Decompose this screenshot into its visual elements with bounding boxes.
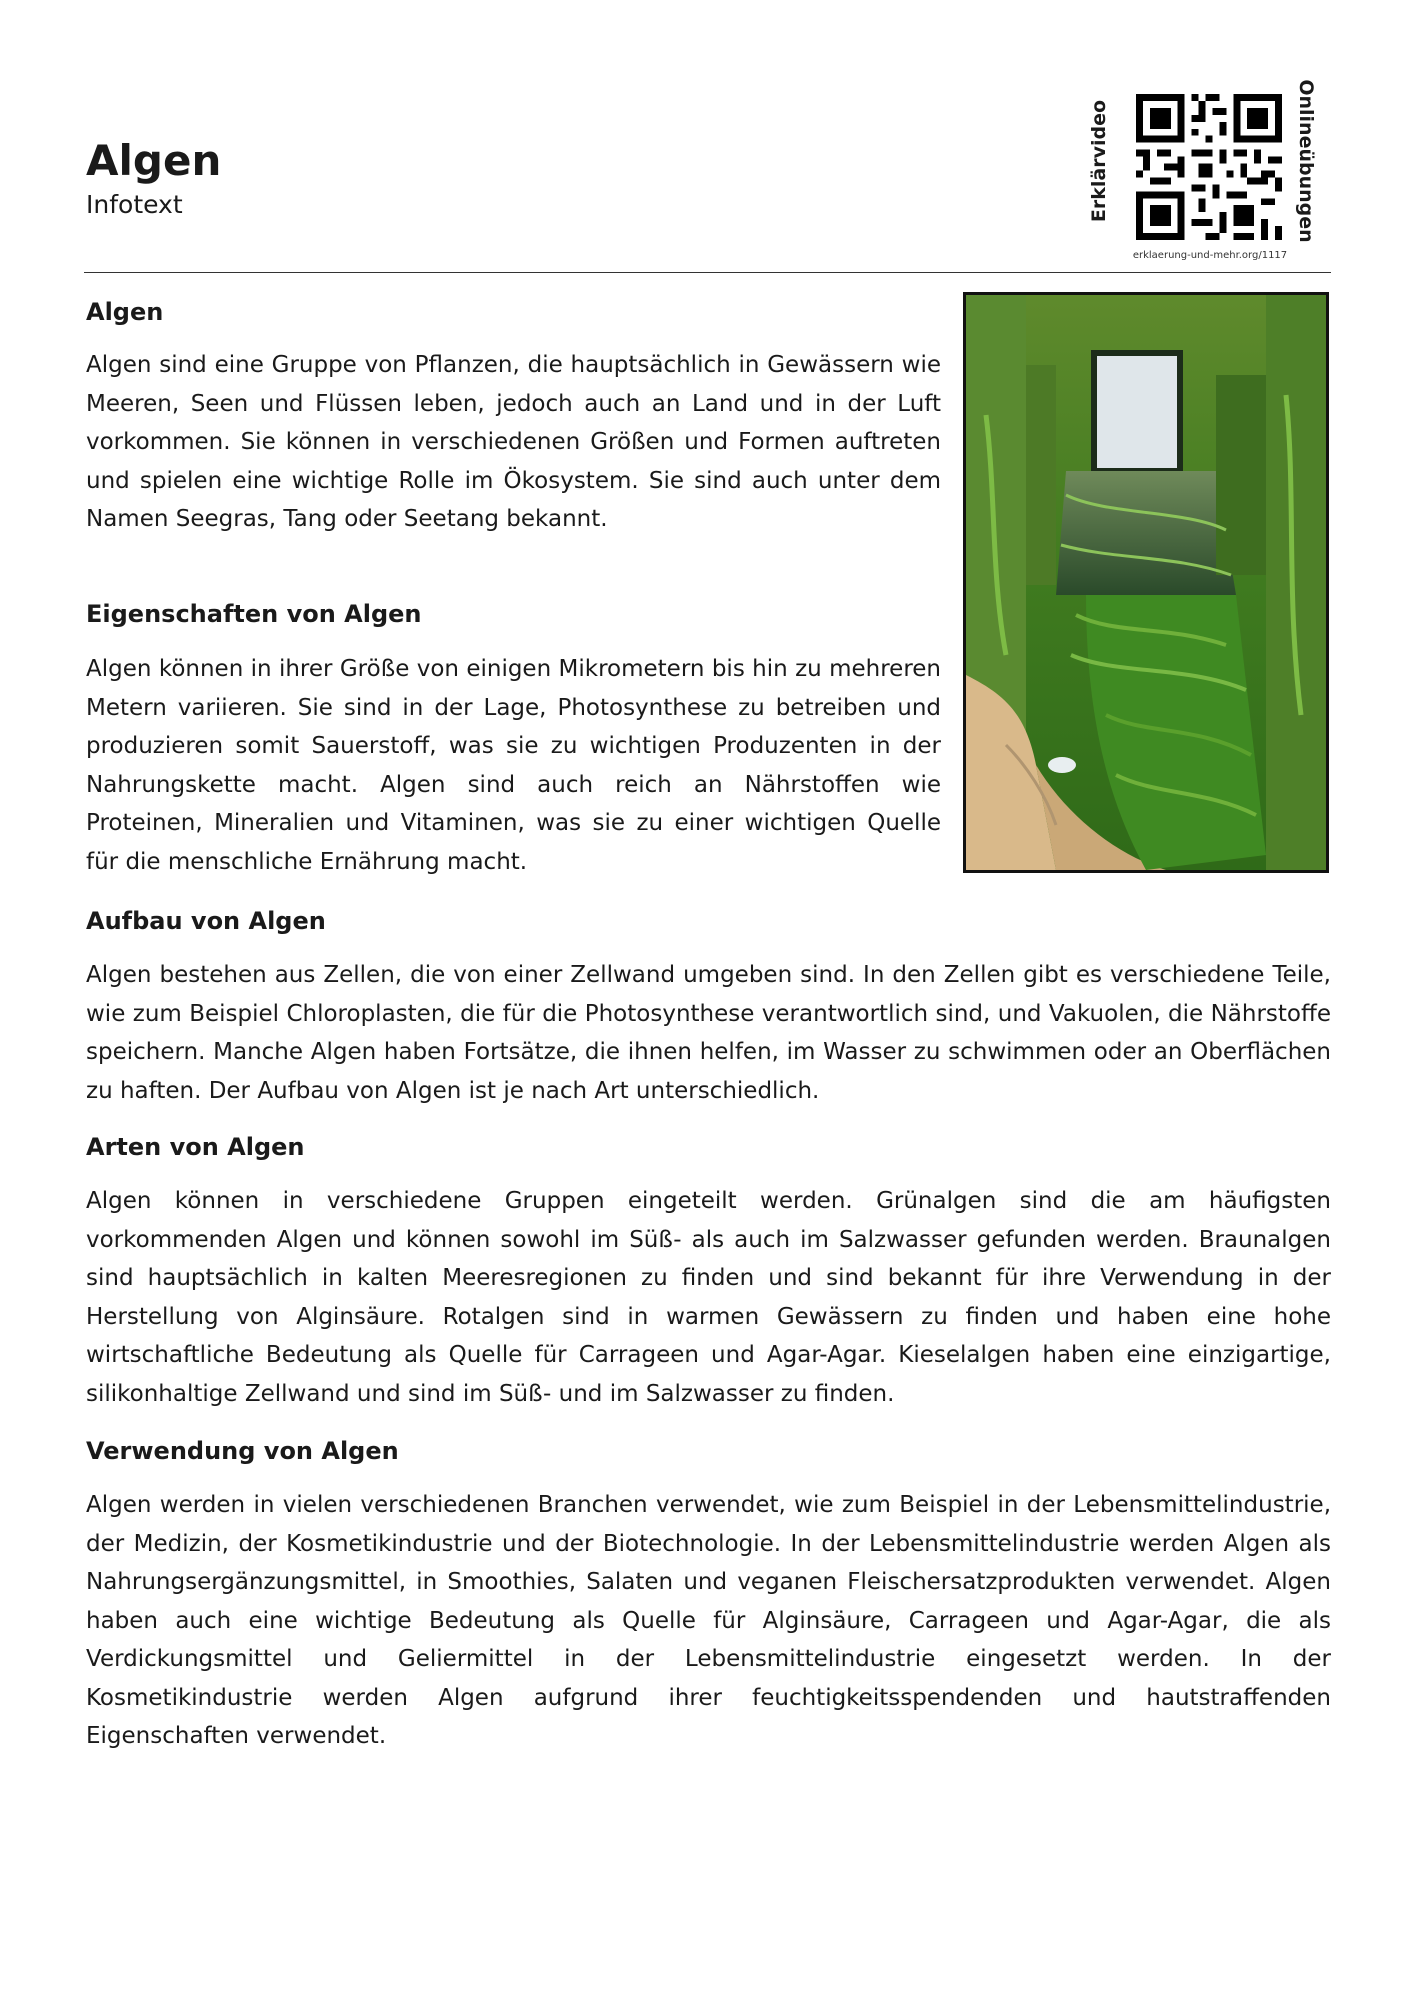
paragraph-arten: Algen können in verschiedene Gruppen eingeteilt werden. Grünalgen sind die am häufigsten vorkommenden Algen und können sowohl im Süß- als auch im Salzwasser gefunden werden. Braunalgen sind hauptsächlich in kalten Meeresregionen zu finden und sind bekannt für ihre Verwendung in der Herstellung von Alginsäure. Rotalgen sind in warmen Gewässern zu finden und haben eine hohe wirtschaftliche Bedeutung als Quelle für Carrageen und Agar-Agar. Kieselalgen haben eine einzigartige, silikonhaltige Zellwand und sind im Süß- und im Salzwasser zu finden.	[86, 1188, 1331, 1407]
paragraph-eigenschaften: Algen können in ihrer Größe von einigen Mikrometern bis hin zu mehreren Metern variieren. Sie sind in der Lage, Photosynthese zu betreiben und produzieren somit Sauerstoff, was sie zu wichtigen Produzenten in der Nahrungskette macht. Algen sind auch reich an Nährstoffen wie Proteinen, Mineralien und Vitaminen, was sie zu einer wichtigen Quelle für die menschliche Ernährung macht.	[86, 656, 941, 875]
algae-photo	[963, 292, 1329, 873]
paragraph-verwendung: Algen werden in vielen verschiedenen Branchen verwendet, wie zum Beispiel in der Lebensmittelindustrie, der Medizin, der Kosmetikindustrie und der Biotechnologie. In der Lebensmittelindustrie werden Algen als Nahrungsergänzungsmittel, in Smoothies, Salaten und veganen Fleischersatzprodukten verwendet. Algen haben auch eine wichtige Bedeutung als Quelle für Alginsäure, Carrageen und Agar-Agar, die als Verdickungsmittel und Geliermittel in der Lebensmittelindustrie eingesetzt werden. In der Kosmetikindustrie werden Algen aufgrund ihrer feuchtigkeitsspendenden und hautstraffenden Eigenschaften verwendet.	[86, 1492, 1331, 1749]
page-title: Algen	[86, 136, 222, 185]
paragraph-algen: Algen sind eine Gruppe von Pflanzen, die hauptsächlich in Gewässern wie Meeren, Seen und Flüssen leben, jedoch auch an Land und in der Luft vorkommen. Sie können in verschiedenen Größen und Formen auftreten und spielen eine wichtige Rolle im Ökosystem. Sie sind auch unter dem Namen Seegras, Tang oder Seetang bekannt.	[86, 352, 941, 532]
heading-aufbau: Aufbau von Algen	[86, 907, 326, 935]
qr-url[interactable]: erklaerung-und-mehr.org/1117	[1132, 250, 1288, 261]
paragraph-aufbau: Algen bestehen aus Zellen, die von einer Zellwand umgeben sind. In den Zellen gibt es verschiedene Teile, wie zum Beispiel Chloroplasten, die für die Photosynthese verantwortlich sind, und Vakuolen, die Nährstoffe speichern. Manche Algen haben Fortsätze, die ihnen helfen, im Wasser zu schwimmen oder an Oberflächen zu haften. Der Aufbau von Algen ist je nach Art unterschiedlich.	[86, 962, 1331, 1104]
qr-code[interactable]	[1136, 94, 1282, 240]
heading-algen: Algen	[86, 298, 164, 326]
page-subtitle: Infotext	[86, 190, 183, 219]
heading-arten: Arten von Algen	[86, 1133, 305, 1161]
video-label: Erklärvideo	[1088, 99, 1110, 223]
heading-verwendung: Verwendung von Algen	[86, 1437, 399, 1465]
heading-eigenschaften: Eigenschaften von Algen	[86, 600, 422, 628]
header-divider	[84, 272, 1331, 273]
exercises-label: Onlineübungen	[1295, 79, 1317, 243]
algae-photo-illustration	[966, 295, 1326, 870]
